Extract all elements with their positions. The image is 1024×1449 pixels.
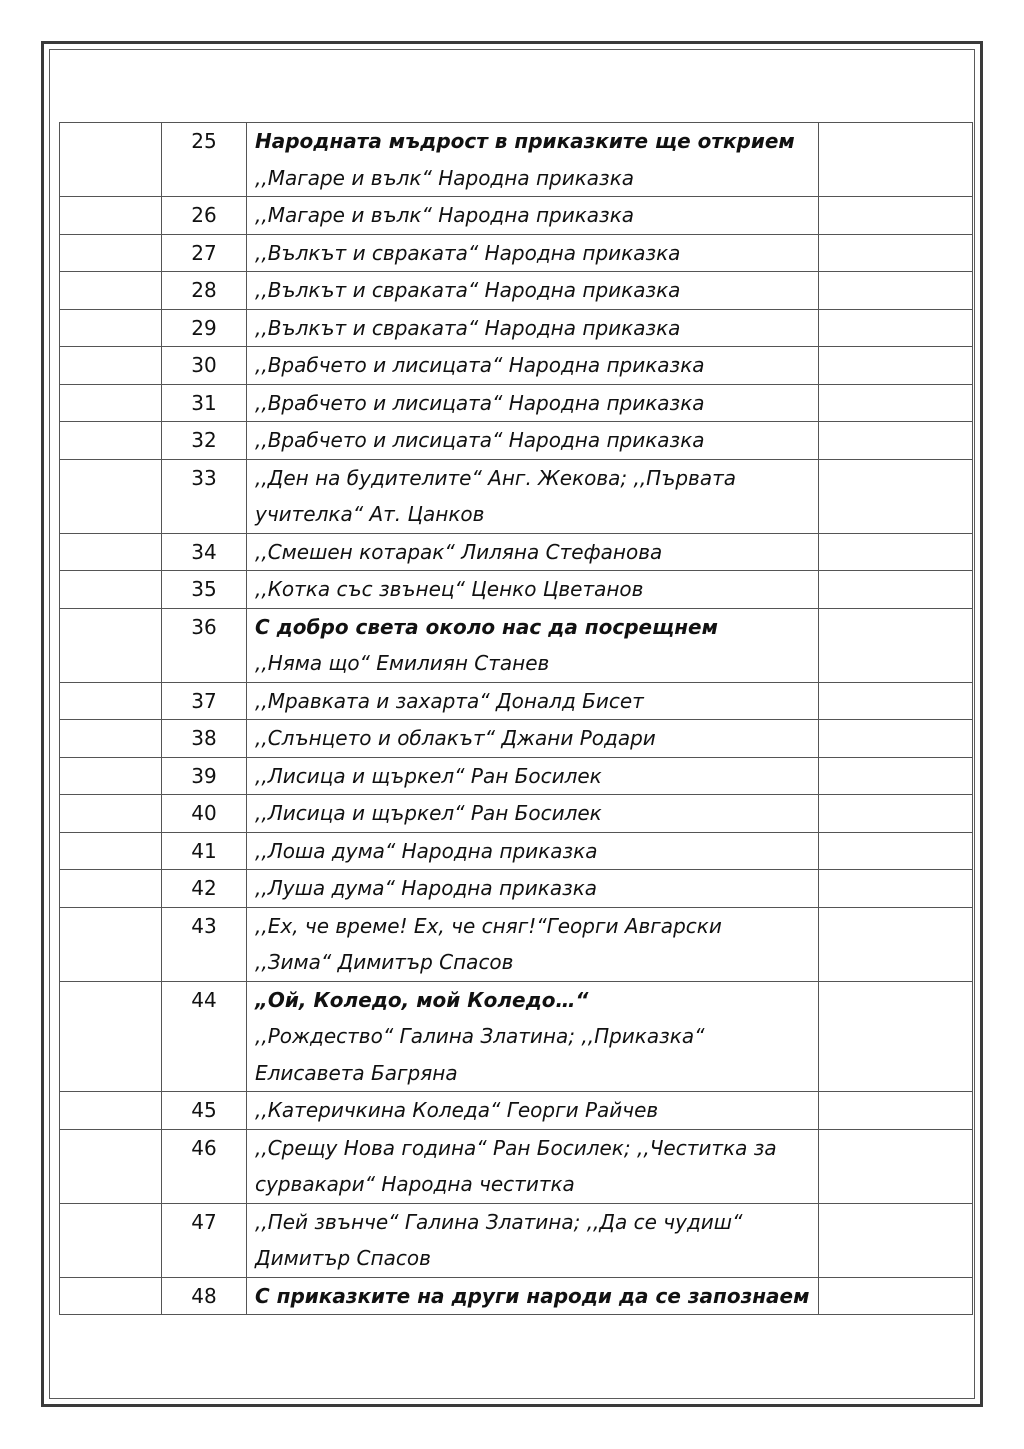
lesson-topic <box>247 1129 819 1203</box>
lesson-table-body <box>60 123 973 1315</box>
empty-cell-left <box>60 272 162 310</box>
topic-line: Димитър Спасов <box>255 1246 431 1270</box>
topic-line: ,,Рождество“ Галина Златина; ,,Приказка“ <box>255 1024 705 1048</box>
empty-cell-left <box>60 1203 162 1277</box>
lesson-number: 48 <box>162 1277 247 1315</box>
table-row <box>60 533 973 571</box>
table-row <box>60 870 973 908</box>
empty-cell-left <box>60 197 162 235</box>
table-row <box>60 682 973 720</box>
empty-cell-right <box>819 384 973 422</box>
table-row <box>60 832 973 870</box>
lesson-table <box>59 122 973 1315</box>
lesson-topic <box>247 870 819 908</box>
empty-cell-left <box>60 1277 162 1315</box>
topic-line: ,,Вълкът и свраката“ Народна приказка <box>255 240 681 265</box>
section-heading: С приказките на други народи да се запознаем <box>255 1283 810 1308</box>
table-row <box>60 459 973 533</box>
lesson-topic <box>247 981 819 1092</box>
topic-line: учителка“ Ат. Цанков <box>255 502 485 526</box>
lesson-topic <box>247 347 819 385</box>
topic-line: ,,Лоша дума“ Народна приказка <box>255 838 598 863</box>
topic-line: ,,Мравката и захарта“ Доналд Бисет <box>255 688 644 713</box>
topic-line: ,,Слънцето и облакът“ Джани Родари <box>255 726 656 750</box>
lesson-number: 45 <box>162 1092 247 1130</box>
lesson-topic <box>247 272 819 310</box>
lesson-number: 28 <box>162 272 247 310</box>
lesson-topic <box>247 459 819 533</box>
lesson-number: 47 <box>162 1203 247 1277</box>
empty-cell-right <box>819 870 973 908</box>
lesson-topic <box>247 608 819 682</box>
empty-cell-right <box>819 608 973 682</box>
empty-cell-left <box>60 459 162 533</box>
empty-cell-left <box>60 757 162 795</box>
lesson-topic <box>247 1203 819 1277</box>
topic-line: ,,Пей звънче“ Галина Златина; ,,Да се чудиш“ <box>255 1209 743 1234</box>
empty-cell-left <box>60 347 162 385</box>
empty-cell-left <box>60 571 162 609</box>
lesson-topic <box>247 832 819 870</box>
topic-line: ,,Смешен котарак“ Лиляна Стефанова <box>255 539 663 564</box>
empty-cell-right <box>819 533 973 571</box>
lesson-number: 34 <box>162 533 247 571</box>
empty-cell-left <box>60 832 162 870</box>
lesson-number: 39 <box>162 757 247 795</box>
section-heading: Народната мъдрост в приказките ще открием <box>255 129 795 153</box>
topic-line: ,,Лисица и щъркел“ Ран Босилек <box>255 801 602 825</box>
lesson-topic <box>247 422 819 460</box>
empty-cell-right <box>819 1129 973 1203</box>
empty-cell-left <box>60 795 162 833</box>
table-row <box>60 1129 973 1203</box>
section-heading: С добро света около нас да посрещнем <box>255 614 718 639</box>
topic-line: ,,Ех, че време! Ех, че сняг!“Георги Авгарски <box>255 913 722 938</box>
table-row <box>60 123 973 197</box>
lesson-number: 29 <box>162 309 247 347</box>
table-row <box>60 720 973 758</box>
lesson-topic <box>247 757 819 795</box>
topic-line: Елисавета Багряна <box>255 1060 458 1085</box>
topic-line: ,,Зима“ Димитър Спасов <box>255 950 514 974</box>
empty-cell-left <box>60 608 162 682</box>
empty-cell-left <box>60 123 162 197</box>
empty-cell-left <box>60 422 162 460</box>
empty-cell-right <box>819 907 973 981</box>
topic-line: ,,Магаре и вълк“ Народна приказка <box>255 165 635 190</box>
lesson-topic <box>247 571 819 609</box>
empty-cell-right <box>819 571 973 609</box>
empty-cell-right <box>819 981 973 1092</box>
empty-cell-left <box>60 1129 162 1203</box>
lesson-number: 33 <box>162 459 247 533</box>
table-row <box>60 422 973 460</box>
topic-line: ,,Ден на будителите“ Анг. Жекова; ,,Първата <box>255 465 736 490</box>
table-row <box>60 384 973 422</box>
topic-line: ,,Врабчето и лисицата“ Народна приказка <box>255 353 705 377</box>
topic-line: ,,Котка със звънец“ Ценко Цветанов <box>255 577 644 601</box>
empty-cell-right <box>819 720 973 758</box>
topic-line: ,,Вълкът и свраката“ Народна приказка <box>255 315 681 340</box>
lesson-number: 41 <box>162 832 247 870</box>
empty-cell-right <box>819 459 973 533</box>
lesson-topic <box>247 234 819 272</box>
lesson-number: 27 <box>162 234 247 272</box>
table-row <box>60 907 973 981</box>
topic-line: ,,Врабчето и лисицата“ Народна приказка <box>255 390 705 415</box>
lesson-number: 31 <box>162 384 247 422</box>
empty-cell-left <box>60 682 162 720</box>
empty-cell-left <box>60 981 162 1092</box>
lesson-topic <box>247 907 819 981</box>
table-row <box>60 1277 973 1315</box>
table-row <box>60 1203 973 1277</box>
empty-cell-left <box>60 234 162 272</box>
lesson-number: 35 <box>162 571 247 609</box>
empty-cell-right <box>819 757 973 795</box>
empty-cell-right <box>819 197 973 235</box>
section-heading: „Ой, Коледо, мой Коледо…“ <box>255 987 589 1012</box>
empty-cell-right <box>819 123 973 197</box>
lesson-number: 43 <box>162 907 247 981</box>
lesson-number: 46 <box>162 1129 247 1203</box>
empty-cell-left <box>60 309 162 347</box>
table-row <box>60 347 973 385</box>
lesson-number: 38 <box>162 720 247 758</box>
lesson-topic <box>247 1092 819 1130</box>
empty-cell-left <box>60 1092 162 1130</box>
empty-cell-right <box>819 795 973 833</box>
empty-cell-left <box>60 907 162 981</box>
table-row <box>60 795 973 833</box>
empty-cell-right <box>819 234 973 272</box>
empty-cell-right <box>819 682 973 720</box>
empty-cell-left <box>60 533 162 571</box>
lesson-topic <box>247 123 819 197</box>
empty-cell-left <box>60 384 162 422</box>
lesson-number: 26 <box>162 197 247 235</box>
topic-line: ,,Катеричкина Коледа“ Георги Райчев <box>255 1098 659 1122</box>
empty-cell-right <box>819 272 973 310</box>
lesson-number: 25 <box>162 123 247 197</box>
lesson-number: 32 <box>162 422 247 460</box>
topic-line: ,,Лисица и щъркел“ Ран Босилек <box>255 763 602 788</box>
empty-cell-right <box>819 309 973 347</box>
empty-cell-right <box>819 832 973 870</box>
empty-cell-right <box>819 347 973 385</box>
table-row <box>60 272 973 310</box>
lesson-number: 30 <box>162 347 247 385</box>
lesson-topic <box>247 533 819 571</box>
topic-line: ,,Магаре и вълк“ Народна приказка <box>255 203 635 227</box>
empty-cell-left <box>60 720 162 758</box>
table-row <box>60 571 973 609</box>
lesson-topic <box>247 795 819 833</box>
table-row <box>60 981 973 1092</box>
topic-line: ,,Врабчето и лисицата“ Народна приказка <box>255 428 705 452</box>
table-row <box>60 608 973 682</box>
lesson-topic <box>247 309 819 347</box>
topic-line: ,,Няма що“ Емилиян Станев <box>255 651 550 675</box>
topic-line: ,,Вълкът и свраката“ Народна приказка <box>255 278 681 302</box>
topic-line: ,,Луша дума“ Народна приказка <box>255 876 598 900</box>
table-row <box>60 1092 973 1130</box>
topic-line: ,,Срещу Нова година“ Ран Босилек; ,,Честитка за <box>255 1135 777 1160</box>
table-row <box>60 309 973 347</box>
lesson-topic <box>247 1277 819 1315</box>
lesson-number: 36 <box>162 608 247 682</box>
lesson-topic <box>247 682 819 720</box>
empty-cell-right <box>819 422 973 460</box>
empty-cell-left <box>60 870 162 908</box>
table-row <box>60 234 973 272</box>
lesson-number: 37 <box>162 682 247 720</box>
lesson-number: 40 <box>162 795 247 833</box>
lesson-number: 42 <box>162 870 247 908</box>
lesson-number: 44 <box>162 981 247 1092</box>
table-row <box>60 197 973 235</box>
empty-cell-right <box>819 1277 973 1315</box>
lesson-topic <box>247 384 819 422</box>
lesson-topic <box>247 197 819 235</box>
table-row <box>60 757 973 795</box>
topic-line: сурвакари“ Народна честитка <box>255 1172 575 1196</box>
empty-cell-right <box>819 1092 973 1130</box>
lesson-topic <box>247 720 819 758</box>
empty-cell-right <box>819 1203 973 1277</box>
